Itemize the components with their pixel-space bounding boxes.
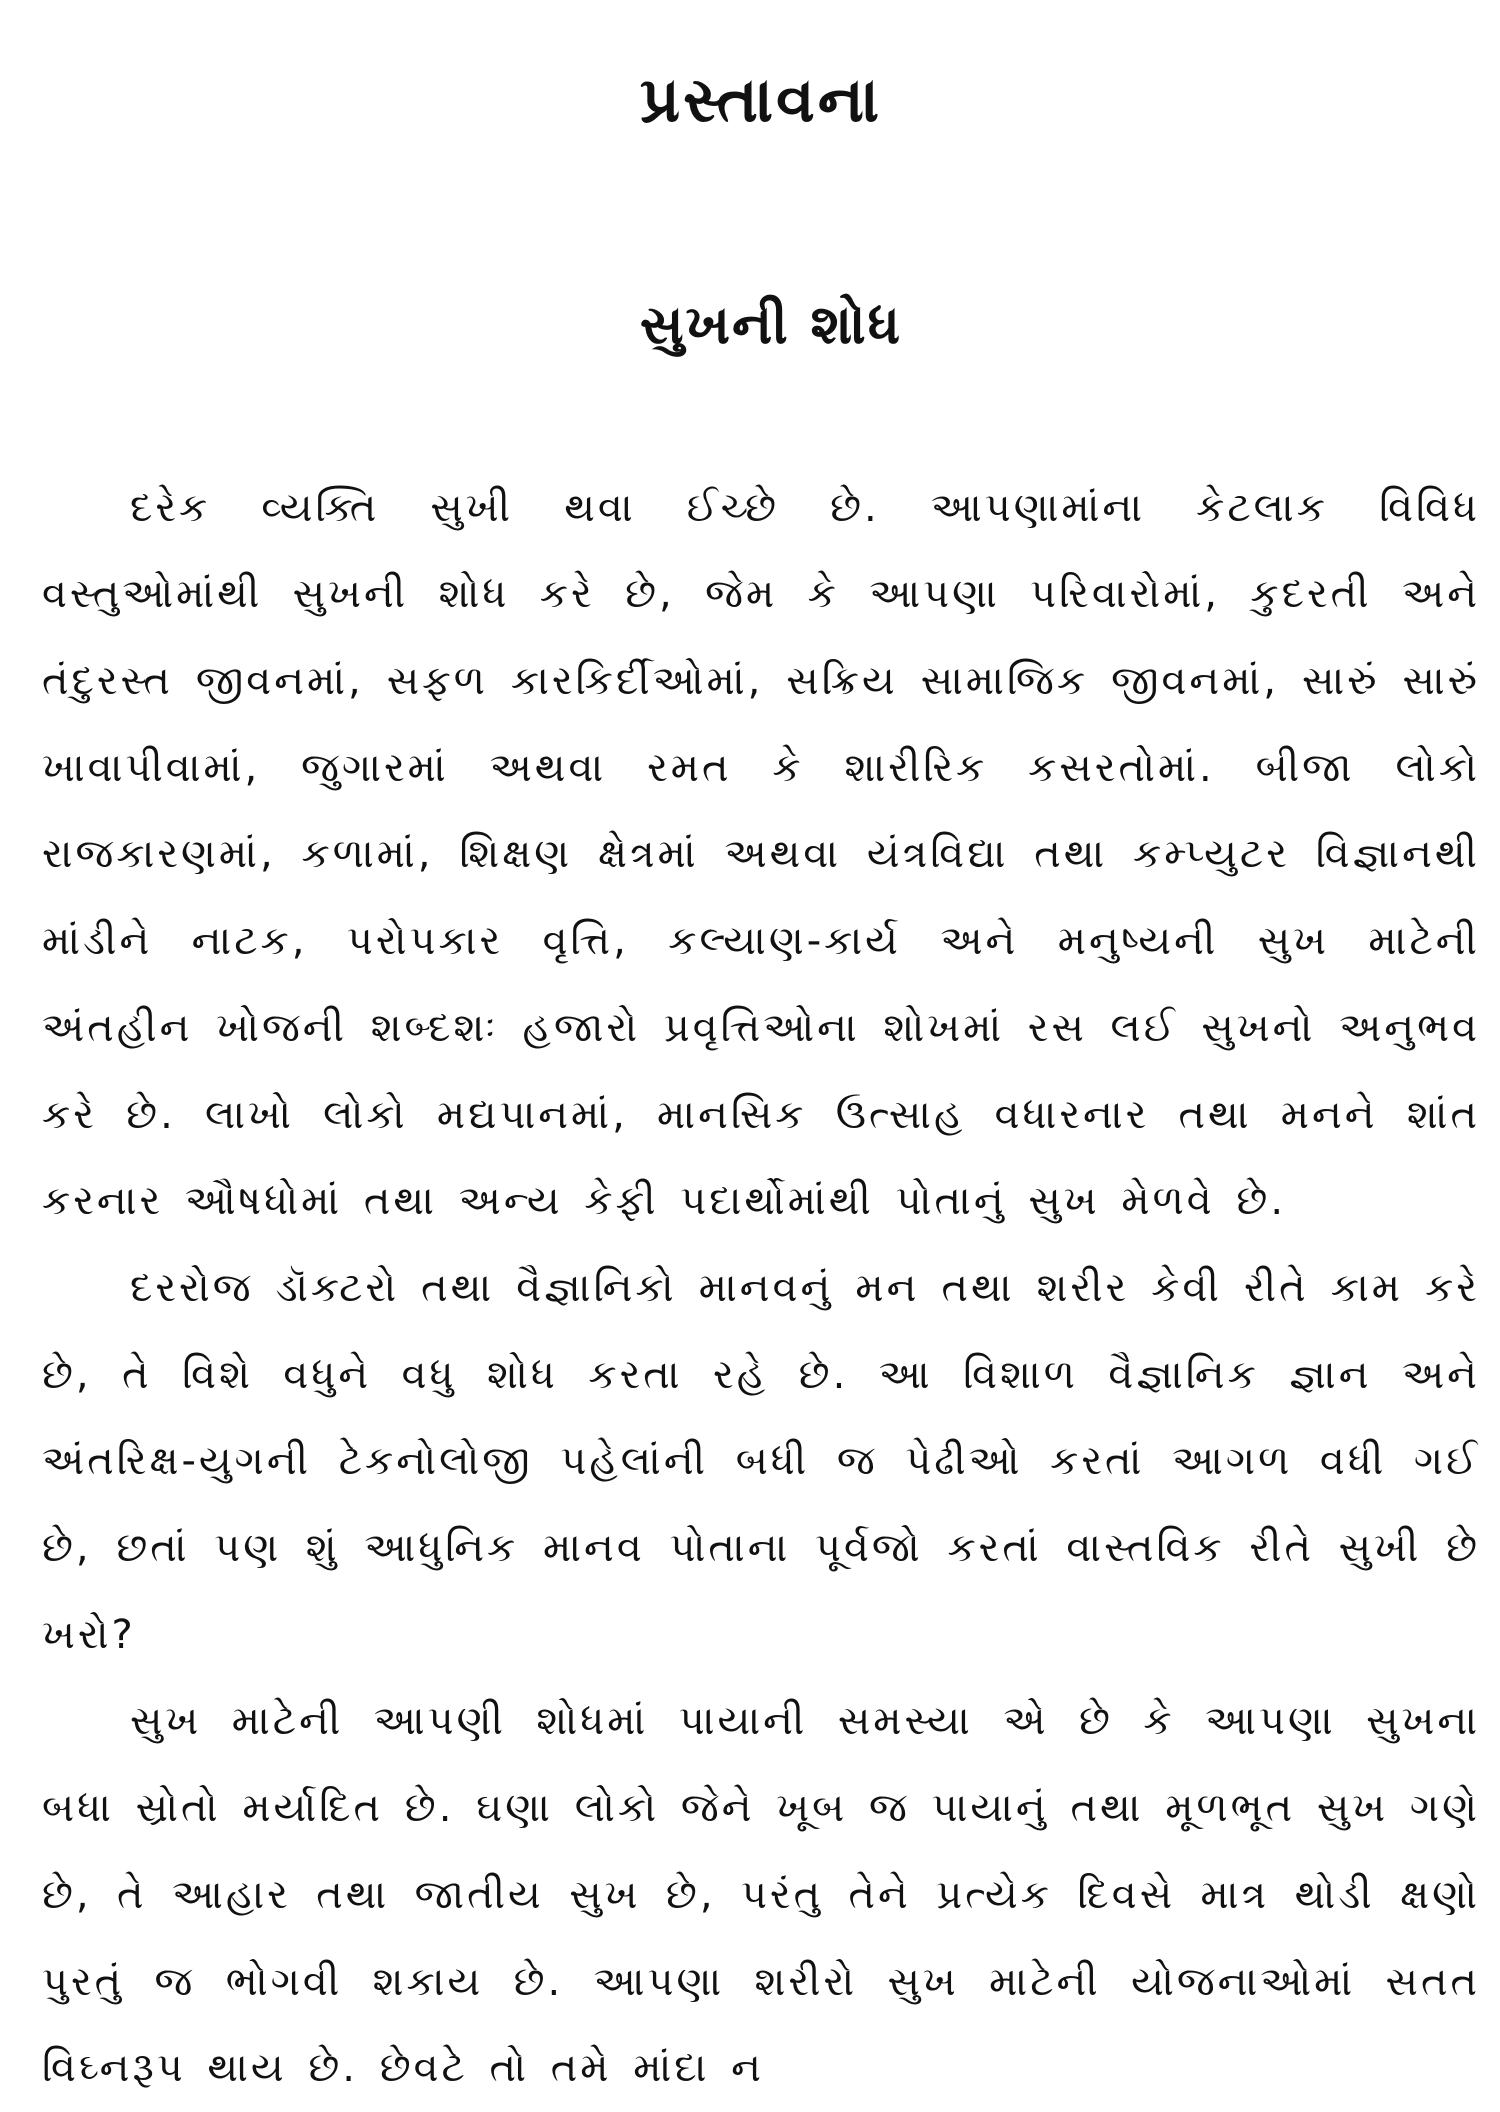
body-paragraph: દરરોજ ડૉક્ટરો તથા વૈજ્ઞાનિકો માનવનું મન તથા શરીર કેવી રીતે કામ કરે છે, તે વિશે વધુને વધુ શોધ કરતા રહે છે. આ વિશાળ વૈજ્ઞાનિક જ્ઞાન અને અંતરિક્ષ-યુગની ટેકનોલોજી પહેલાંની બધી જ પેઢીઓ કરતાં આગળ વધી ગઈ છે, છતાં પણ શું આધુનિક માનવ પોતાના પૂર્વજો કરતાં વાસ્તવિક રીતે સુખી છે ખરો? <box>42 1264 1480 1658</box>
body-paragraph: દરેક વ્યક્તિ સુખી થવા ઈચ્છે છે. આપણામાંના કેટલાક વિવિધ વસ્તુઓમાંથી સુખની શોધ કરે છે, જેમ કે આપણા પરિવારોમાં, કુદરતી અને તંદુરસ્ત જીવનમાં, સફળ કારકિર્દીઓમાં, સક્રિય સામાજિક જીવનમાં, સારું સારું ખાવાપીવામાં, જુગારમાં અથવા રમત કે શારીરિક કસરતોમાં. બીજા લોકો રાજકારણમાં, કળામાં, શિક્ષણ ક્ષેત્રમાં અથવા યંત્રવિદ્યા તથા કમ્પ્યુટર વિજ્ઞાનથી માંડીને નાટક, પરોપકાર વૃત્તિ, કલ્યાણ-કાર્ય અને મનુષ્યની સુખ માટેની અંતહીન ખોજની શબ્દશઃ હજારો પ્રવૃત્તિઓના શોખમાં રસ લઈ સુખનો અનુભવ કરે છે. લાખો લોકો મદ્યપાનમાં, માનસિક ઉત્સાહ વધારનાર તથા મનને શાંત કરનાર ઔષધોમાં તથા અન્ય કેફી પદાર્થોમાંથી પોતાનું સુખ મેળવે છે. <box>42 484 1480 1225</box>
body-paragraph: સુખ માટેની આપણી શોધમાં પાયાની સમસ્યા એ છે કે આપણા સુખના બધા સ્રોતો મર્યાદિત છે. ઘણા લોકો જેને ખૂબ જ પાયાનું તથા મૂળભૂત સુખ ગણે છે, તે આહાર તથા જાતીય સુખ છે, પરંતુ તેને પ્રત્યેક દિવસે માત્ર થોડી ક્ષણો પુરતું જ ભોગવી શકાય છે. આપણા શરીરો સુખ માટેની યોજનાઓમાં સતત વિઘ્નરૂપ થાય છે. છેવટે તો તમે માંદા ન <box>42 1698 1480 2092</box>
page-title: પ્રસ્તાવના <box>639 63 883 136</box>
section-heading: સુખની શોધ <box>639 292 903 356</box>
